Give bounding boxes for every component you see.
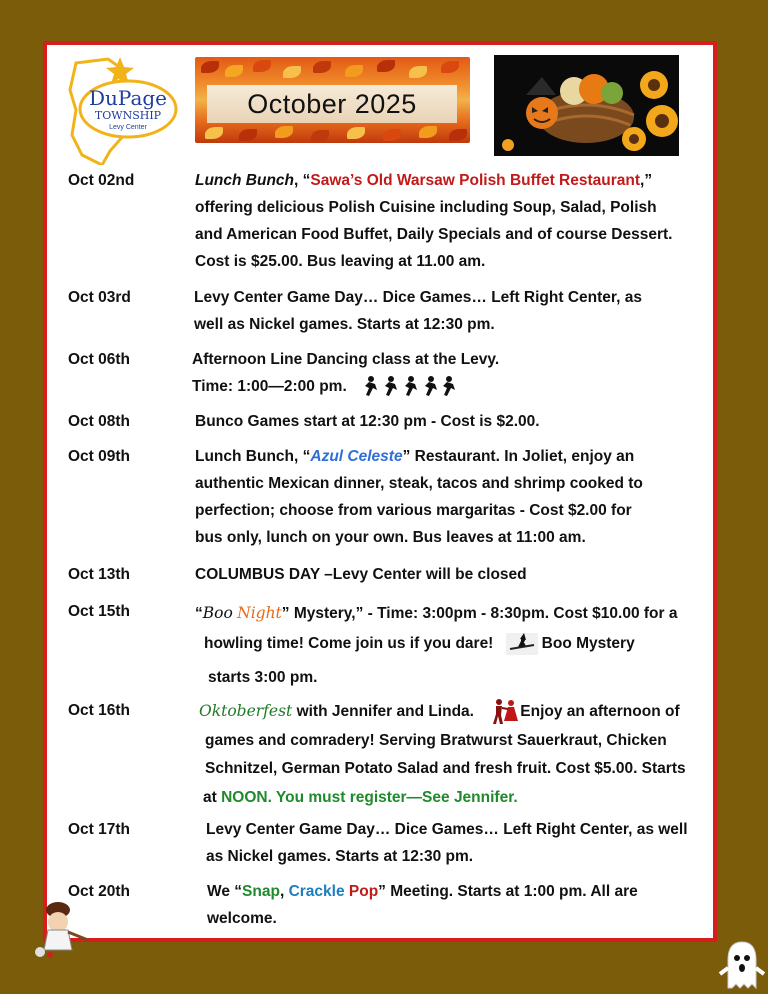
register-note: NOON. You must register—See Jennifer. — [221, 788, 518, 806]
event-description — [194, 284, 642, 338]
autumn-harvest-image — [494, 55, 679, 156]
boo-word: Boo — [202, 604, 233, 622]
text-line: Cost is $25.00. Bus leaving at 11.00 am. — [195, 253, 486, 270]
text-line: Schnitzel, German Potato Salad and fresh fruit. Cost $5.00. Starts — [205, 760, 686, 777]
text: , “ — [294, 172, 311, 189]
text-line: welcome. — [207, 910, 277, 927]
text: with Jennifer and Linda. — [292, 703, 474, 720]
crackle-word: Crackle — [288, 883, 345, 900]
text: ,” — [640, 172, 653, 189]
text-line: bus only, lunch on your own. Bus leaves at 11:00 am. — [195, 529, 586, 546]
text-line: Levy Center Game Day… Dice Games… Left Right Center, as well — [206, 821, 688, 838]
text-line: Afternoon Line Dancing class at the Levy. — [192, 351, 500, 368]
event-description — [206, 816, 688, 870]
svg-text:Levy Center: Levy Center — [109, 124, 147, 131]
text: Enjoy an afternoon of — [520, 703, 680, 720]
text: Lunch Bunch, “ — [195, 448, 311, 465]
event-date: Oct 20th — [68, 883, 131, 900]
dancing-couple-icon — [492, 699, 518, 725]
text: Boo Mystery — [541, 635, 635, 652]
text-line: perfection; choose from various margaritas - Cost $2.00 for — [195, 502, 632, 519]
text-line: offering delicious Polish Cuisine including Soup, Salad, Polish — [195, 199, 657, 216]
night-word: Night — [237, 604, 282, 622]
text-line: Bunco Games start at 12:30 pm - Cost is $2.00. — [195, 413, 540, 430]
event-date: Oct 03rd — [68, 289, 131, 306]
event-description — [195, 408, 540, 435]
month-banner — [195, 57, 470, 143]
dancers-icon — [361, 376, 457, 398]
event-date: Oct 02nd — [68, 172, 135, 189]
ghost-clipart — [718, 938, 766, 990]
text-line: and American Food Buffet, Daily Specials and of course Dessert. — [195, 226, 673, 243]
event-description — [195, 167, 672, 275]
event-description — [207, 878, 638, 932]
event-date: Oct 17th — [68, 821, 131, 838]
dupage-township-logo — [62, 55, 182, 165]
event-description — [195, 443, 643, 551]
pop-word: Pop — [348, 883, 379, 900]
restaurant-name: Sawa’s Old Warsaw Polish Buffet Restaurant — [310, 172, 641, 189]
event-description — [192, 346, 499, 400]
text: ” Restaurant. In Joliet, enjoy an — [402, 448, 635, 465]
event-description — [195, 561, 527, 588]
event-date: Oct 13th — [68, 566, 131, 583]
calendar-page — [43, 41, 717, 942]
text: ” Mystery,” - Time: 3:00pm - 8:30pm. Cost $10.00 for a — [281, 605, 678, 622]
text: , — [279, 883, 289, 900]
chef-clipart — [32, 900, 96, 958]
event-label: Lunch Bunch — [195, 172, 295, 189]
event-date: Oct 15th — [68, 603, 131, 620]
text-line: Levy Center Game Day… Dice Games… Left Right Center, as — [194, 289, 642, 306]
text-line: starts 3:00 pm. — [208, 669, 318, 686]
text-line: Time: 1:00—2:00 pm. — [192, 378, 347, 395]
svg-text:TOWNSHIP: TOWNSHIP — [94, 109, 162, 122]
text-line: well as Nickel games. Starts at 12:30 pm. — [194, 316, 495, 333]
snap-word: Snap — [242, 883, 280, 900]
text-line: authentic Mexican dinner, steak, tacos and shrimp cooked to — [195, 475, 643, 492]
event-date: Oct 08th — [68, 413, 131, 430]
svg-text:DuPage: DuPage — [88, 86, 168, 110]
text: ” Meeting. Starts at 1:00 pm. All are — [378, 883, 638, 900]
event-date: Oct 06th — [68, 351, 131, 368]
event-description — [199, 697, 686, 812]
oktoberfest-word: Oktoberfest — [199, 702, 293, 720]
restaurant-name: Azul Celeste — [310, 448, 403, 465]
text: We “ — [207, 883, 243, 900]
event-description — [195, 598, 677, 693]
event-date: Oct 09th — [68, 448, 131, 465]
event-date: Oct 16th — [68, 702, 131, 719]
witch-icon — [506, 633, 538, 655]
text-line: as Nickel games. Starts at 12:30 pm. — [206, 848, 474, 865]
text: “ — [195, 605, 203, 622]
text: at — [203, 788, 222, 806]
text-line: howling time! Come join us if you dare! — [204, 635, 494, 652]
text-line: COLUMBUS DAY –Levy Center will be closed — [195, 566, 527, 583]
text-line: games and comradery! Serving Bratwurst Sauerkraut, Chicken — [205, 731, 667, 749]
month-title: October 2025 — [207, 85, 457, 123]
